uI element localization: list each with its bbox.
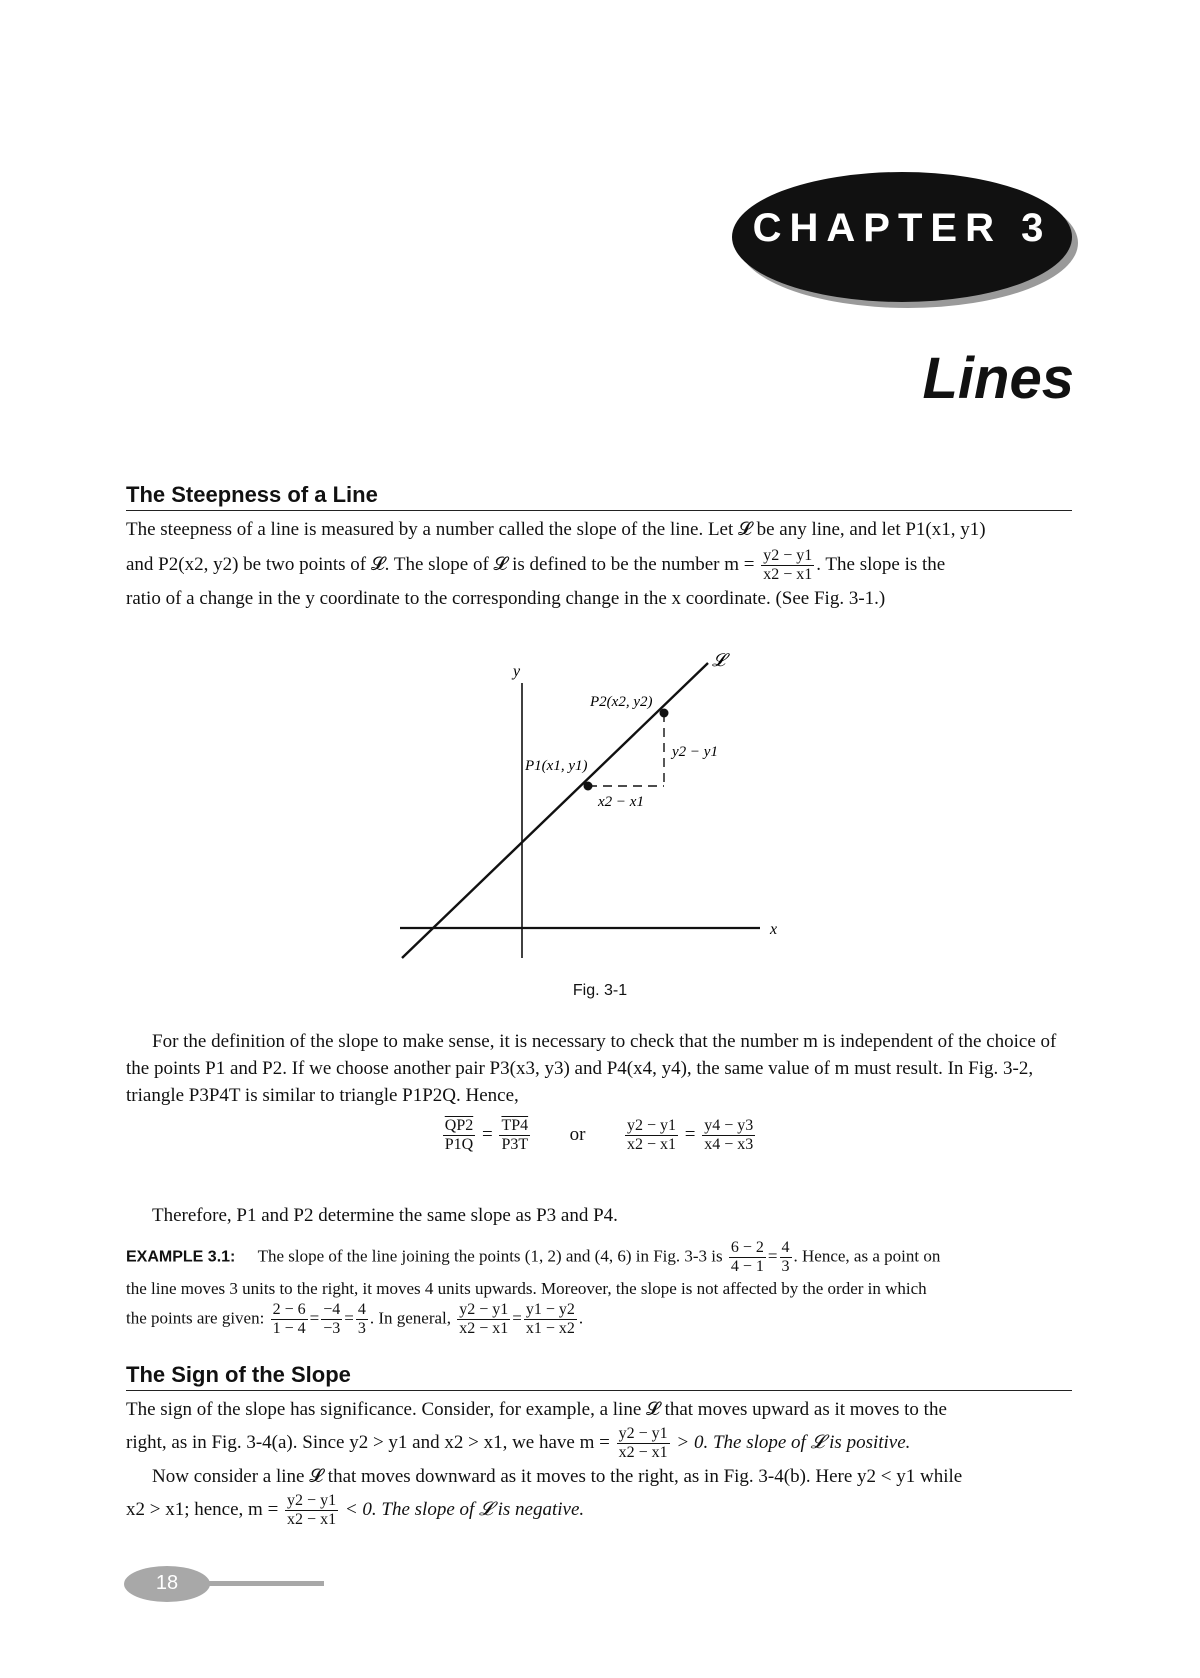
fraction-numerator: 2 − 6 <box>272 1301 306 1318</box>
fraction-numerator: 6 − 2 <box>730 1239 764 1256</box>
line-L <box>402 663 708 958</box>
text-line: the points are given: $\frac{2 - 6}{1 - 4}$ = $\frac{-4}{-3}$ = $\frac{4}{3}$ . In general, $\frac{y2 - y1}{x2 - x1}$ = $\frac{y1 - y2}{x1 - x2}$ . <box>126 1301 584 1337</box>
text-line <box>126 548 1072 583</box>
chapter-label: CHAPTER 3 <box>752 206 1052 250</box>
fraction-denominator: P3T <box>501 1136 529 1153</box>
fraction-denominator: x4 − x3 <box>704 1136 754 1153</box>
fraction <box>617 1426 670 1461</box>
fraction-denominator: x2 − x1 <box>618 1444 668 1461</box>
fraction-denominator: 3 <box>781 1258 790 1275</box>
fraction-denominator: x2 − x1 <box>626 1136 676 1153</box>
paragraph-sign-of-slope <box>126 1394 1072 1528</box>
text-span: The slope of the line joining the points (1, 2) and (4, 6) in Fig. 3-3 is <box>257 1246 723 1266</box>
page-number: 18 <box>155 1572 179 1594</box>
text-line <box>126 1461 1072 1493</box>
fraction <box>285 1493 338 1528</box>
fraction-numerator: QP2 <box>444 1117 474 1134</box>
text-span: For the definition of the slope to make sense, it is necessary to check that the number m is independent of the choice of the points P1 and P2. If we choose another pair P3(x3, y3) and P4(x4, y4), the same value of m must result. In Fig. 3-2, triangle P3P4T is similar to triangle P1P2Q. Hence, <box>126 1031 1057 1106</box>
text-span: and P2(x2, y2) be two points of 𝓛. The slope of 𝓛 is defined to be the number m = <box>126 553 755 575</box>
text-line: The sign of the slope has significance. Consider, for example, a line 𝓛 that moves upward as it moves to the <box>126 1399 947 1420</box>
section-heading-sign: The Sign of the Slope <box>126 1362 1072 1391</box>
fraction-numerator: y2 − y1 <box>763 547 813 564</box>
fraction-numerator: TP4 <box>501 1117 529 1134</box>
text-line <box>126 1426 1072 1461</box>
text-span: right, as in Fig. 3-4(a). Since y2 > y1 and x2 > x1, we have m = <box>126 1431 610 1453</box>
equals-sign: = <box>684 1123 696 1145</box>
paragraph-independence <box>126 1028 1072 1109</box>
slope-fraction <box>761 548 814 583</box>
fraction <box>457 1302 510 1337</box>
fraction-numerator: 4 <box>357 1301 366 1318</box>
fraction-numerator: y2 − y1 <box>618 1425 668 1442</box>
fraction <box>499 1118 530 1153</box>
text-span: . Hence, as a point on <box>793 1246 941 1266</box>
label-dx: x2 − x1 <box>598 794 644 810</box>
text-line: EXAMPLE 3.1: The slope of the line joining the points (1, 2) and (4, 6) in Fig. 3-3 is $\frac{6 - 2}{4 - 1}$ = $\frac{4}{3}$ . Hence, as a point on <box>126 1239 941 1275</box>
label-dy: y2 − y1 <box>672 744 718 760</box>
fraction-numerator: 4 <box>781 1239 790 1256</box>
fraction-numerator: −4 <box>323 1301 341 1318</box>
equals-sign: = <box>481 1123 493 1145</box>
fraction-denominator: x2 − x1 <box>287 1511 337 1528</box>
fraction-denominator: x1 − x2 <box>525 1320 575 1337</box>
page-number-rule <box>204 1581 324 1586</box>
fraction <box>271 1302 308 1337</box>
fraction-denominator: x2 − x1 <box>459 1320 509 1337</box>
text-span: x2 > x1; hence, m = <box>126 1498 279 1520</box>
text-span: > 0. The slope of 𝓛 is positive. <box>676 1431 911 1453</box>
fraction <box>780 1240 792 1275</box>
paragraph-conclusion <box>126 1200 1072 1232</box>
label-y: y <box>513 663 521 680</box>
figure-3-1 <box>400 648 800 968</box>
text-line: the line moves 3 units to the right, it moves 4 units upwards. Moreover, the slope is not affected by the order in which <box>126 1279 927 1298</box>
text-span: Now consider a line 𝓛 that moves downward as it moves to the right, as in Fig. 3-4(b). Here y2 < y1 while <box>152 1466 963 1487</box>
label-P2: P2(x2, y2) <box>590 694 653 710</box>
fraction-denominator: x2 − x1 <box>763 566 813 583</box>
chapter-title: Lines <box>922 346 1074 411</box>
label-L: 𝓛 <box>712 650 726 670</box>
fraction-denominator: −3 <box>323 1320 341 1337</box>
similar-triangles-equation <box>126 1118 1072 1153</box>
text-span: . In general, <box>369 1308 452 1328</box>
fraction-numerator: y1 − y2 <box>525 1301 575 1318</box>
text-line: The steepness of a line is measured by a number called the slope of the line. Let 𝓛 be any line, and let P1(x1, y1) <box>126 519 986 540</box>
fraction-numerator: y2 − y1 <box>459 1301 509 1318</box>
paragraph-slope-definition <box>126 514 1072 615</box>
fraction <box>702 1118 755 1153</box>
fraction-numerator: y2 − y1 <box>626 1117 676 1134</box>
figure-caption: Fig. 3-1 <box>572 982 628 999</box>
example-3-1 <box>126 1240 1072 1337</box>
text-span: Therefore, P1 and P2 determine the same slope as P3 and P4. <box>152 1205 618 1226</box>
or-word: or <box>569 1123 586 1145</box>
text-span: . The slope is the <box>816 553 946 575</box>
fraction-denominator: P1Q <box>444 1136 474 1153</box>
text-line: ratio of a change in the y coordinate to the corresponding change in the x coordinate. (See Fig. 3-1.) <box>126 588 886 609</box>
fraction-denominator: 4 − 1 <box>730 1258 764 1275</box>
text-span: < 0. The slope of 𝓛 is negative. <box>344 1498 585 1520</box>
fraction <box>356 1302 368 1337</box>
fraction <box>524 1302 577 1337</box>
fraction-numerator: y2 − y1 <box>287 1492 337 1509</box>
label-x: x <box>770 921 778 938</box>
fraction-denominator: 3 <box>357 1320 366 1337</box>
fraction <box>443 1118 475 1153</box>
fraction <box>625 1118 678 1153</box>
text-line <box>126 1493 1072 1528</box>
example-label: EXAMPLE 3.1: <box>126 1248 236 1266</box>
text-span: the points are given: <box>126 1308 265 1328</box>
fraction-numerator: y4 − y3 <box>704 1117 754 1134</box>
fraction <box>729 1240 766 1275</box>
section-heading-steepness: The Steepness of a Line <box>126 482 1072 511</box>
fraction <box>321 1302 342 1337</box>
fraction-denominator: 1 − 4 <box>272 1320 306 1337</box>
label-P1: P1(x1, y1) <box>525 758 588 774</box>
